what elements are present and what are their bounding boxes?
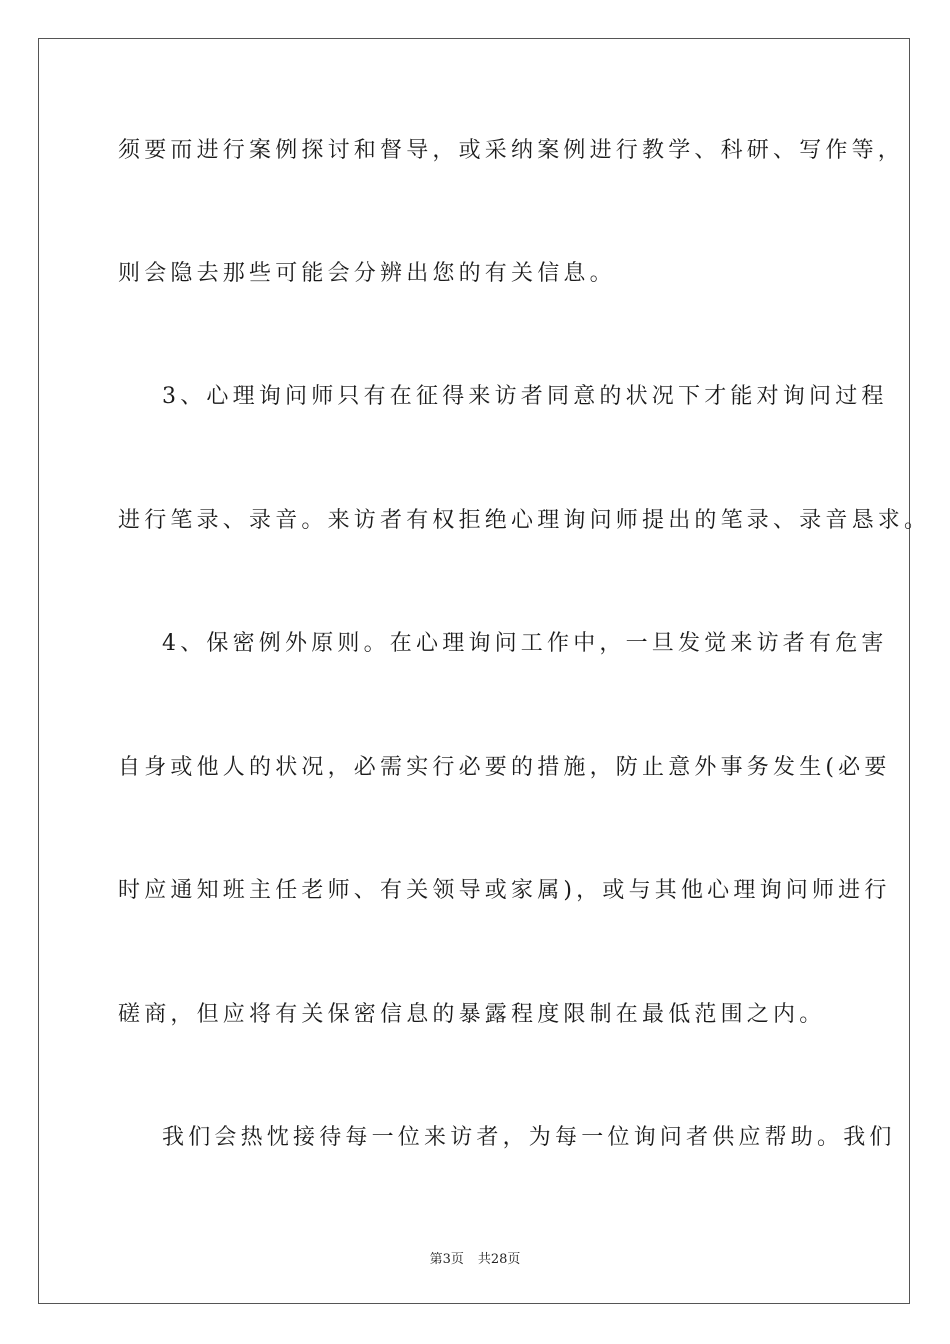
text-line-7: 时应通知班主任老师、有关领导或家属)，或与其他心理询问师进行 — [118, 878, 891, 903]
page-total: 共28页 — [477, 1252, 521, 1267]
page-footer — [0, 1248, 950, 1267]
page-number: 第3页 — [429, 1252, 464, 1267]
text-line-1: 须要而进行案例探讨和督导，或采纳案例进行教学、科研、写作等， — [118, 138, 905, 163]
text-line-5: 4、保密例外原则。在心理询问工作中，一旦发觉来访者有危害 — [162, 631, 888, 656]
text-line-8: 磋商，但应将有关保密信息的暴露程度限制在最低范围之内。 — [118, 1002, 826, 1027]
text-line-4: 进行笔录、录音。来访者有权拒绝心理询问师提出的笔录、录音恳求。 — [118, 508, 931, 533]
text-line-9: 我们会热忱接待每一位来访者，为每一位询问者供应帮助。我们 — [162, 1125, 896, 1150]
text-line-6: 自身或他人的状况，必需实行必要的措施，防止意外事务发生(必要 — [118, 755, 891, 780]
text-line-2: 则会隐去那些可能会分辨出您的有关信息。 — [118, 261, 616, 286]
page-border — [38, 38, 931, 1304]
text-line-3: 3、心理询问师只有在征得来访者同意的状况下才能对询问过程 — [162, 384, 888, 409]
